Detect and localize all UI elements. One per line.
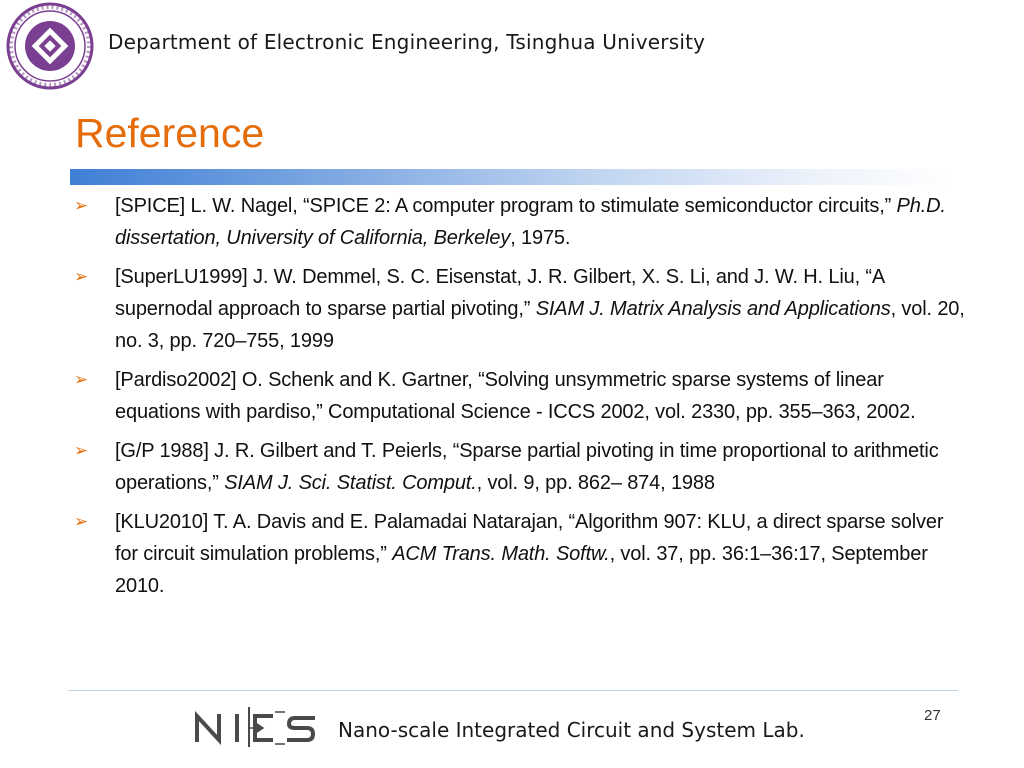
nics-lab-logo xyxy=(193,702,323,750)
reference-item xyxy=(70,261,970,357)
reference-item xyxy=(70,190,970,254)
reference-text: [Pardiso2002] O. Schenk and K. Gartner, “Solving unsymmetric sparse systems of linear equations with pardiso,” Computational Science - ICCS 2002, vol. 2330, pp. 355–363, 2002. xyxy=(115,369,916,423)
reference-venue: SIAM J. Matrix Analysis and Applications xyxy=(535,298,891,320)
lab-name: Nano-scale Integrated Circuit and System Lab. xyxy=(338,718,805,742)
page-number: 27 xyxy=(924,707,941,724)
slide-title: Reference xyxy=(75,110,265,156)
reference-venue: ACM Trans. Math. Softw. xyxy=(392,543,610,565)
reference-item xyxy=(70,506,970,602)
department-name: Department of Electronic Engineering, Tsinghua University xyxy=(108,30,706,54)
reference-details: , 1975. xyxy=(510,227,571,249)
reference-text: [SuperLU1999] J. W. Demmel, S. C. Eisenstat, J. R. Gilbert, X. S. Li, and J. W. H. Liu, “A supernodal approach to sparse partial pivoting,” xyxy=(115,266,885,320)
arrow-bullet-icon: ➢ xyxy=(74,441,89,460)
arrow-bullet-icon: ➢ xyxy=(74,196,89,215)
reference-details: , vol. 20, no. 3, pp. 720–755, 1999 xyxy=(115,298,965,352)
reference-text: [G/P 1988] J. R. Gilbert and T. Peierls, “Sparse partial pivoting in time proportional to arithmetic operations,” xyxy=(115,440,939,494)
footer-divider xyxy=(68,690,958,691)
reference-venue: SIAM J. Sci. Statist. Comput. xyxy=(224,472,477,494)
reference-details: , vol. 37, pp. 36:1–36:17, September 2010. xyxy=(115,543,928,597)
arrow-bullet-icon: ➢ xyxy=(74,370,89,389)
reference-details: , vol. 9, pp. 862– 874, 1988 xyxy=(476,472,715,494)
university-emblem-logo xyxy=(4,2,100,92)
reference-item xyxy=(70,364,970,428)
reference-list xyxy=(70,190,970,609)
arrow-bullet-icon: ➢ xyxy=(74,512,89,531)
arrow-bullet-icon: ➢ xyxy=(74,267,89,286)
reference-text: [SPICE] L. W. Nagel, “SPICE 2: A computer program to stimulate semiconductor circuits,” xyxy=(115,195,897,217)
reference-venue: Ph.D. dissertation, University of California, Berkeley xyxy=(115,195,946,249)
reference-text: [KLU2010] T. A. Davis and E. Palamadai Natarajan, “Algorithm 907: KLU, a direct sparse solver for circuit simulation problems,” xyxy=(115,511,944,565)
title-gradient-bar xyxy=(70,169,955,185)
reference-item xyxy=(70,435,970,499)
